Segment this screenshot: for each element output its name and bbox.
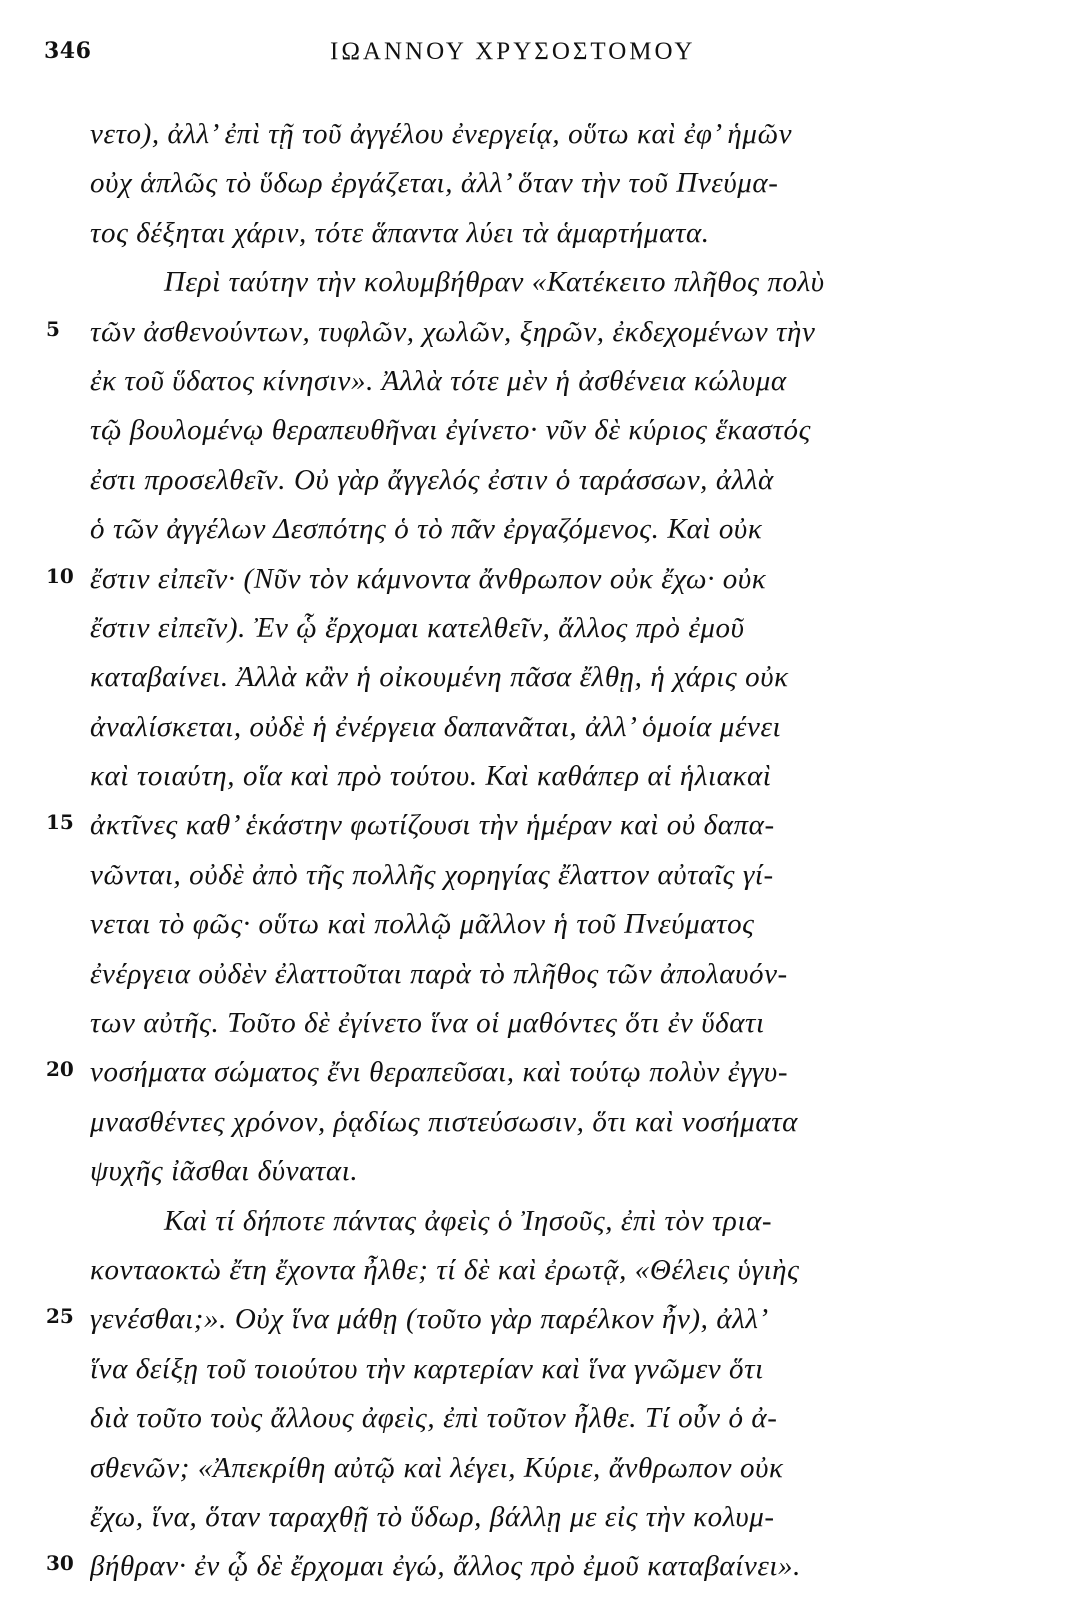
text-line <box>40 1198 1030 1247</box>
line-text: καὶ τοιαύτη, οἵα καὶ πρὸ τούτου. Καὶ καθάπερ αἱ ἡλιακαὶ <box>90 760 772 793</box>
line-text: ἐστι προσελθεῖν. Οὐ γὰρ ἄγγελός ἐστιν ὁ ταράσσων, ἀλλὰ <box>90 463 774 496</box>
text-line <box>40 160 1030 209</box>
line-text: τος δέξηται χάριν, τότε ἅπαντα λύει τὰ ἁμαρτήματα. <box>90 216 710 249</box>
line-text: βήθραν· ἐν ᾧ δὲ ἔρχομαι ἐγώ, ἄλλος πρὸ ἐμοῦ καταβαίνει». <box>90 1550 801 1583</box>
text-line <box>40 901 1030 950</box>
text-line <box>40 654 1030 703</box>
line-text: ἀναλίσκεται, οὐδὲ ἡ ἐνέργεια δαπανᾶται, ἀλλ’ ὁμοία μένει <box>90 710 782 743</box>
text-line <box>40 210 1030 259</box>
line-text: ἀκτῖνες καθ’ ἑκάστην φωτίζουσι τὴν ἡμέραν καὶ οὐ δαπα- <box>90 809 775 842</box>
text-line <box>40 309 1030 358</box>
text-line <box>40 1346 1030 1395</box>
text-line <box>40 1395 1030 1444</box>
text-line <box>40 704 1030 753</box>
text-line <box>40 457 1030 506</box>
text-line <box>40 506 1030 555</box>
line-text: τῷ βουλομένῳ θεραπευθῆναι ἐγίνετο· νῦν δὲ κύριος ἕκαστός <box>90 414 812 447</box>
text-line <box>40 111 1030 160</box>
text-line <box>40 1099 1030 1148</box>
text-line <box>40 605 1030 654</box>
text-line <box>40 1000 1030 1049</box>
line-text: διὰ τοῦτο τοὺς ἄλλους ἀφεὶς, ἐπὶ τοῦτον ἦλθε. Τί οὖν ὁ ἀ- <box>90 1402 778 1435</box>
line-text: ἔχω, ἵνα, ὅταν ταραχθῇ τὸ ὕδωρ, βάλλῃ με εἰς τὴν κολυμ- <box>90 1500 775 1533</box>
line-number: 15 <box>46 810 74 835</box>
line-text: ἐκ τοῦ ὕδατος κίνησιν». Ἀλλὰ τότε μὲν ἡ ἀσθένεια κώλυμα <box>90 364 787 397</box>
line-text: Περὶ ταύτην τὴν κολυμβήθραν «Κατέκειτο πλῆθος πολὺ <box>164 266 825 299</box>
text-line <box>40 1148 1030 1197</box>
line-text: κονταοκτὼ ἔτη ἔχοντα ἦλθε; τί δὲ καὶ ἐρωτᾷ, «Θέλεις ὑγιὴς <box>90 1253 800 1286</box>
line-text: νεται τὸ φῶς· οὕτω καὶ πολλῷ μᾶλλον ἡ τοῦ Πνεύματος <box>90 908 755 941</box>
line-text: ἐνέργεια οὐδὲν ἐλαττοῦται παρὰ τὸ πλῆθος τῶν ἀπολαυόν- <box>90 957 788 990</box>
text-line <box>40 852 1030 901</box>
text-line <box>40 1445 1030 1494</box>
text-line <box>40 556 1030 605</box>
text-line <box>40 951 1030 1000</box>
line-number: 10 <box>46 563 74 588</box>
line-text: σθενῶν; «Ἀπεκρίθη αὐτῷ καὶ λέγει, Κύριε, ἄνθρωπον οὐκ <box>90 1451 784 1484</box>
text-line <box>40 407 1030 456</box>
line-text: καταβαίνει. Ἀλλὰ κἂν ἡ οἰκουμένη πᾶσα ἔλθῃ, ἡ χάρις οὐκ <box>90 661 789 694</box>
line-text: μνασθέντες χρόνον, ῥᾳδίως πιστεύσωσιν, ὅτι καὶ νοσήματα <box>90 1105 798 1138</box>
page-number: 346 <box>44 38 92 64</box>
text-line <box>40 259 1030 308</box>
page-header <box>0 38 1067 78</box>
text-line <box>40 358 1030 407</box>
text-line <box>40 1494 1030 1543</box>
line-text: ἔστιν εἰπεῖν· (Νῦν τὸν κάμνοντα ἄνθρωπον οὐκ ἔχω· οὐκ <box>90 562 767 595</box>
line-number: 25 <box>46 1304 74 1329</box>
line-text: γενέσθαι;». Οὐχ ἵνα μάθῃ (τοῦτο γὰρ παρέλκον ἦν), ἀλλ’ <box>90 1303 769 1336</box>
line-text: ἵνα δείξῃ τοῦ τοιούτου τὴν καρτερίαν καὶ ἵνα γνῶμεν ὅτι <box>90 1352 764 1385</box>
line-text: ψυχῆς ἰᾶσθαι δύναται. <box>90 1155 359 1188</box>
line-text: τῶν ἀσθενούντων, τυφλῶν, χωλῶν, ξηρῶν, ἐκδεχομένων τὴν <box>90 315 816 348</box>
body-text <box>40 111 1030 1593</box>
line-number: 5 <box>46 316 60 341</box>
line-text: ἔστιν εἰπεῖν). Ἐν ᾧ ἔρχομαι κατελθεῖν, ἄλλος πρὸ ἐμοῦ <box>90 611 745 644</box>
line-text: νοσήματα σώματος ἔνι θεραπεῦσαι, καὶ τούτῳ πολὺν ἐγγυ- <box>90 1056 789 1089</box>
line-text: οὐχ ἁπλῶς τὸ ὕδωρ ἐργάζεται, ἀλλ’ ὅταν τὴν τοῦ Πνεύμα- <box>90 167 779 200</box>
running-title: ΙΩΑΝΝΟΥ ΧΡΥΣΟΣΤΟΜΟΥ <box>330 38 696 65</box>
text-line <box>40 1543 1030 1592</box>
line-number: 20 <box>46 1057 74 1082</box>
line-text: νῶνται, οὐδὲ ἀπὸ τῆς πολλῆς χορηγίας ἔλαττον αὐταῖς γί- <box>90 858 774 891</box>
line-text: ὁ τῶν ἀγγέλων Δεσπότης ὁ τὸ πᾶν ἐργαζόμενος. Καὶ οὐκ <box>90 513 763 546</box>
line-text: νετο), ἀλλ’ ἐπὶ τῇ τοῦ ἀγγέλου ἐνεργείᾳ, οὕτω καὶ ἐφ’ ἡμῶν <box>90 118 793 150</box>
line-text: Καὶ τί δήποτε πάντας ἀφεὶς ὁ Ἰησοῦς, ἐπὶ τὸν τρια- <box>164 1204 773 1237</box>
text-line <box>40 802 1030 851</box>
text-line <box>40 1247 1030 1296</box>
text-line <box>40 1296 1030 1345</box>
text-line <box>40 1049 1030 1098</box>
text-line <box>40 753 1030 802</box>
line-number: 30 <box>46 1551 74 1576</box>
line-text: των αὐτῆς. Τοῦτο δὲ ἐγίνετο ἵνα οἱ μαθόντες ὅτι ἐν ὕδατι <box>90 1007 765 1040</box>
